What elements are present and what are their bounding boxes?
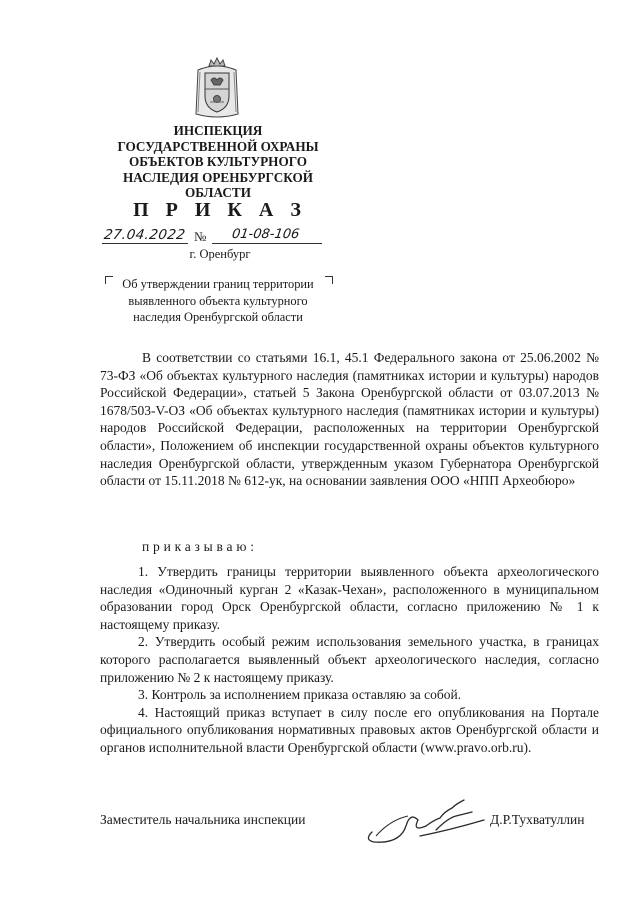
document-title: П Р И К А З [133,199,307,221]
order-item: 3. Контроль за исполнением приказа оставляю за собой. [138,687,462,703]
date-underline [102,243,188,244]
signer-position: Заместитель начальника инспекции [100,812,306,827]
order-items [100,563,599,757]
order-date: 27.04.2022 [102,227,187,243]
coat-of-arms-emblem [194,56,240,120]
city: г. Оренбург [189,247,251,261]
order-item: 2. Утвердить особый режим использования земельного участка, в границах которого располагается выявленный объект археологического наследия, согласно приложению № 2 к настоящему приказу. [100,634,599,685]
order-item: 1. Утвердить границы территории выявленного объекта археологического наследия «Одиночный курган 2 «Казак-Чехан», расположенного в муниципальном образовании город Орск Оренбургской области, согласно приложению № 1 к настоящему приказу. [100,564,599,632]
number-underline [212,243,322,244]
order-number: 01-08-106 [230,227,301,242]
orders-word: приказываю: [142,539,258,554]
org-line: ОБЛАСТИ [185,185,251,201]
organization-name [100,123,336,201]
org-line: НАСЛЕДИЯ ОРЕНБУРГСКОЙ [123,169,313,185]
subject-line: Об утверждении границ территории [122,277,314,291]
preamble-paragraph: В соответствии со статьями 16.1, 45.1 Федерального закона от 25.06.2002 № 73-ФЗ «Об объектах культурного наследия (памятниках истории и культуры) народов Российской Федерации», статьей 5 Закона Оренбургской области от 03.07.2013 № 1678/503-V-ОЗ «Об объектах культурного наследия (памятниках истории и культуры) народов Российской Федерации, расположенных на территории Оренбургской области», Положением об инспекции государственной охраны объектов культурного наследия Оренбургской области, утвержденным указом Губернатора Оренбургской области от 15.11.2018 № 612-ук, на основании заявления ООО «НПП Археобюро» [100,350,599,489]
org-line: ГОСУДАРСТВЕННОЙ ОХРАНЫ [117,138,319,154]
order-item: 4. Настоящий приказ вступает в силу после его опубликования на Портале официального опубликования нормативных правовых актов Оренбургской области и органов исполнительной власти Оренбургской области (www.pravo.orb.ru). [100,704,599,755]
number-sign: № [194,229,207,244]
signer-name: Д.Р.Тухватуллин [490,812,585,827]
org-line: ОБЪЕКТОВ КУЛЬТУРНОГО [128,154,308,170]
org-line: ИНСПЕКЦИЯ [173,123,263,138]
handwritten-signature [360,790,490,850]
subject-line: наследия Оренбургской области [133,310,303,324]
order-subject [108,276,328,326]
subject-line: выявленного объекта культурного [128,293,308,308]
